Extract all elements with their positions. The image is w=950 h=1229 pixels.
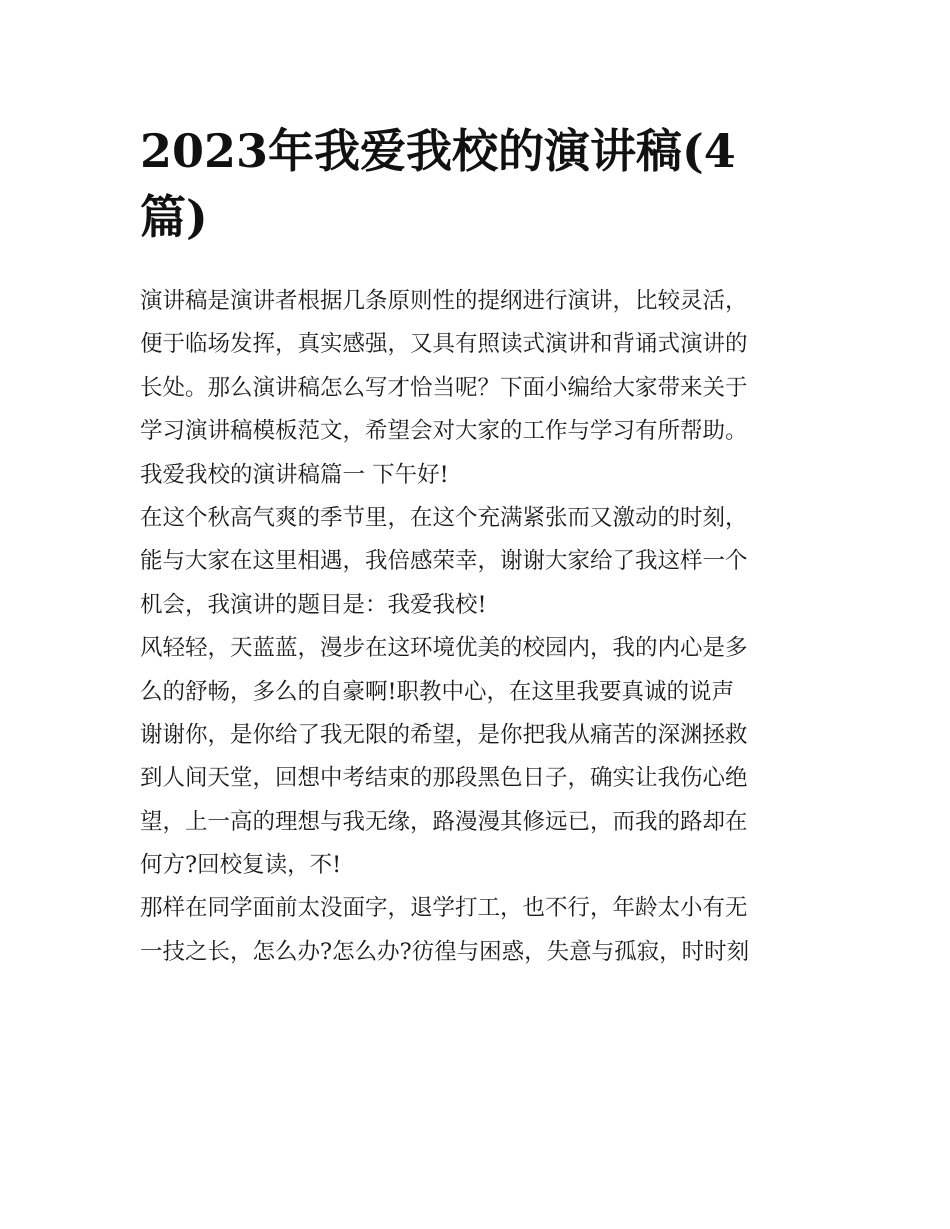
body-line: 长处。那么演讲稿怎么写才恰当呢？下面小编给大家带来关于 <box>140 374 748 401</box>
body-line: 在这个秋高气爽的季节里，在这个充满紧张而又激动的时刻， <box>140 504 748 531</box>
title-line-2: 篇) <box>140 190 208 244</box>
body-line: 何方?回校复读，不! <box>140 852 342 879</box>
body-line: 谢谢你，是你给了我无限的希望，是你把我从痛苦的深渊拯救 <box>140 721 748 748</box>
body-line: 机会，我演讲的题目是：我爱我校! <box>140 591 487 618</box>
body-line: 便于临场发挥，真实感强，又具有照读式演讲和背诵式演讲的 <box>140 331 748 358</box>
document-body <box>140 280 812 974</box>
body-line: 么的舒畅，多么的自豪啊!职教中心，在这里我要真诚的说声 <box>140 678 735 705</box>
body-line: 能与大家在这里相遇，我倍感荣幸，谢谢大家给了我这样一个 <box>140 548 748 575</box>
title-line-1: 2023年我爱我校的演讲稿(4 <box>140 124 736 178</box>
body-line: 我爱我校的演讲稿篇一 下午好! <box>140 461 449 488</box>
body-line: 学习演讲稿模板范文，希望会对大家的工作与学习有所帮助。 <box>140 418 748 445</box>
body-line: 那样在同学面前太没面字，退学打工，也不行，年龄太小有无 <box>140 895 748 922</box>
body-line: 一技之长，怎么办?怎么办?彷徨与困惑，失意与孤寂，时时刻 <box>140 938 750 965</box>
document-title <box>140 118 820 250</box>
body-line: 到人间天堂，回想中考结束的那段黑色日子，确实让我伤心绝 <box>140 765 748 792</box>
body-line: 演讲稿是演讲者根据几条原则性的提纲进行演讲，比较灵活， <box>140 288 748 314</box>
body-line: 望，上一高的理想与我无缘，路漫漫其修远已，而我的路却在 <box>140 808 748 835</box>
body-line: 风轻轻，天蓝蓝，漫步在这环境优美的校园内，我的内心是多 <box>140 635 748 662</box>
